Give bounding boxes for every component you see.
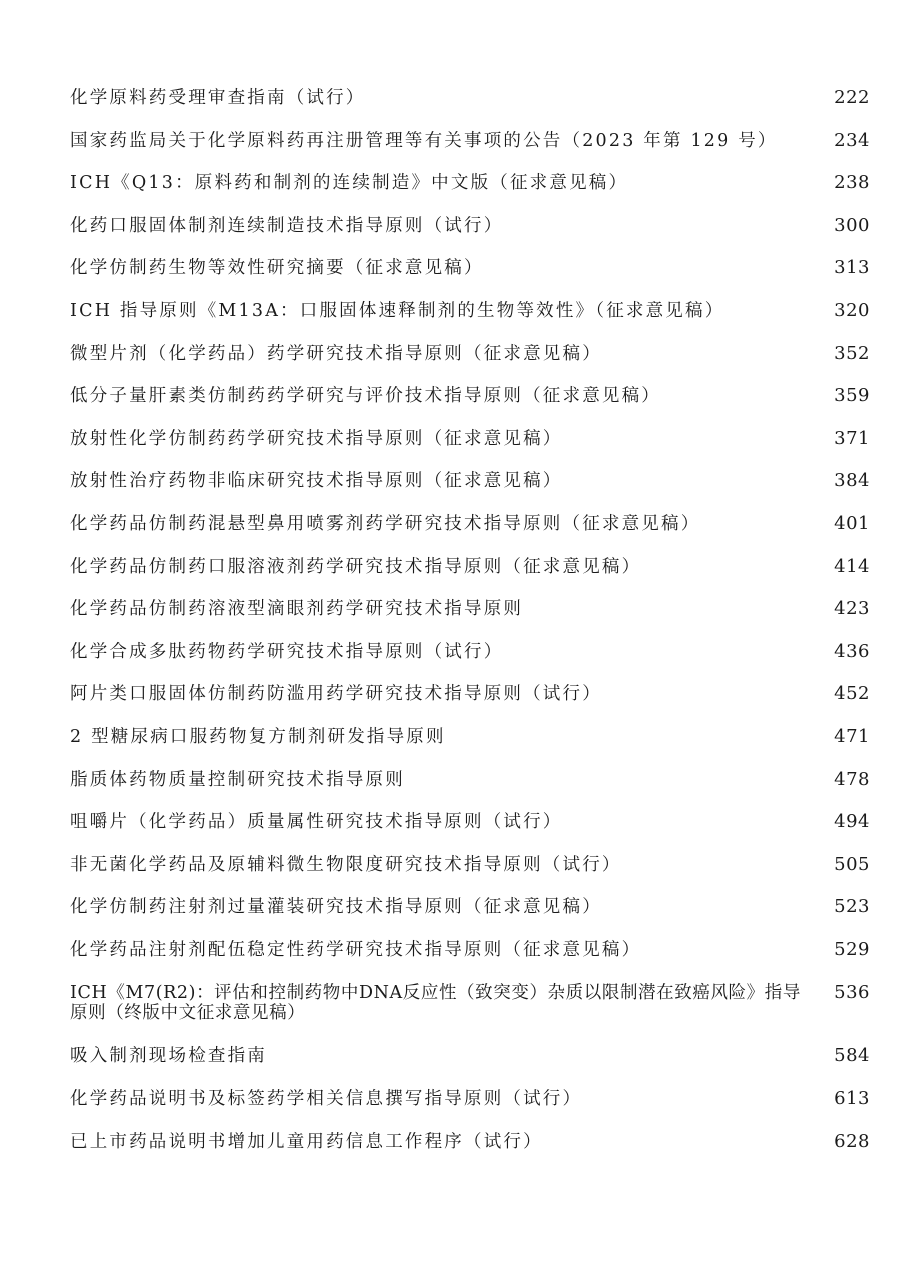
- toc-entry-page: 529: [834, 938, 870, 960]
- toc-entry-title: 非无菌化学药品及原辅料微生物限度研究技术指导原则（试行）: [70, 854, 622, 875]
- toc-entry[interactable]: [70, 1036, 870, 1079]
- toc-entry[interactable]: [70, 717, 870, 760]
- toc-entry-title: 2 型糖尿病口服药物复方制剂研发指导原则: [70, 726, 446, 747]
- toc-entry[interactable]: [70, 760, 870, 803]
- toc-entry-title: 放射性化学仿制药药学研究技术指导原则（征求意见稿）: [70, 428, 563, 449]
- toc-entry[interactable]: [70, 547, 870, 590]
- toc-entry-title: ICH《M7(R2)：评估和控制药物中DNA反应性（致突变）杂质以限制潜在致癌风险》指导原则（终版中文征求意见稿）: [70, 983, 801, 1024]
- toc-entry-title: 化学药品仿制药口服溶液剂药学研究技术指导原则（征求意见稿）: [70, 556, 642, 577]
- toc-entry[interactable]: [70, 376, 870, 419]
- toc-entry[interactable]: [70, 972, 870, 1036]
- toc-entry-page: 414: [834, 555, 870, 577]
- toc-entry[interactable]: [70, 461, 870, 504]
- toc-entry[interactable]: [70, 504, 870, 547]
- toc-entry-page: 436: [834, 640, 870, 662]
- toc-entry-title: 国家药监局关于化学原料药再注册管理等有关事项的公告（2023 年第 129 号）: [70, 130, 778, 151]
- toc-entry-title: 化学药品仿制药混悬型鼻用喷雾剂药学研究技术指导原则（征求意见稿）: [70, 513, 701, 534]
- toc-entry-page: 401: [834, 512, 870, 534]
- toc-entry-title: 化药口服固体制剂连续制造技术指导原则（试行）: [70, 215, 504, 236]
- toc-entry[interactable]: [70, 291, 870, 334]
- toc-entry-page: 384: [834, 470, 870, 492]
- toc-entry[interactable]: [70, 121, 870, 164]
- toc-entry[interactable]: [70, 887, 870, 930]
- toc-entry-page: 359: [834, 385, 870, 407]
- toc-entry[interactable]: [70, 802, 870, 845]
- toc-entry-page: 352: [834, 342, 870, 364]
- toc-entry-page: 371: [834, 427, 870, 449]
- toc-entry-page: 234: [834, 129, 870, 151]
- toc-entry-title: 化学仿制药生物等效性研究摘要（征求意见稿）: [70, 258, 484, 279]
- toc-entry[interactable]: [70, 163, 870, 206]
- toc-entry-title: 阿片类口服固体仿制药防滥用药学研究技术指导原则（试行）: [70, 684, 602, 705]
- toc-entry-page: 423: [834, 598, 870, 620]
- toc-entry-page: 300: [834, 214, 870, 236]
- toc-entry-page: 452: [834, 683, 870, 705]
- toc-entry-page: 320: [834, 299, 870, 321]
- toc-entry-page: 313: [834, 257, 870, 279]
- toc-entry-title: 化学原料药受理审查指南（试行）: [70, 88, 366, 108]
- toc-entry[interactable]: [70, 1122, 870, 1165]
- toc-entry[interactable]: [70, 334, 870, 377]
- toc-entry-title: 已上市药品说明书增加儿童用药信息工作程序（试行）: [70, 1131, 543, 1152]
- toc-entry[interactable]: [70, 248, 870, 291]
- toc-entry-page: 494: [834, 811, 870, 833]
- toc-entry-page: 628: [834, 1130, 870, 1152]
- toc-entry-title: ICH《Q13：原料药和制剂的连续制造》中文版（征求意见稿）: [70, 173, 629, 194]
- toc-entry[interactable]: [70, 845, 870, 888]
- toc-entry-title: 化学药品注射剂配伍稳定性药学研究技术指导原则（征求意见稿）: [70, 939, 642, 960]
- toc-entry-title: 脂质体药物质量控制研究技术指导原则: [70, 769, 405, 790]
- toc-entry-page: 471: [834, 725, 870, 747]
- toc-entry-page: 478: [834, 768, 870, 790]
- toc-entry-title: 咀嚼片（化学药品）质量属性研究技术指导原则（试行）: [70, 812, 563, 833]
- toc-entry[interactable]: [70, 930, 870, 973]
- toc-entry-page: 505: [834, 853, 870, 875]
- toc-entry[interactable]: [70, 78, 870, 121]
- toc-entry-page: 222: [834, 87, 870, 108]
- toc-entry-title: 化学合成多肽药物药学研究技术指导原则（试行）: [70, 641, 504, 662]
- toc-entry[interactable]: [70, 674, 870, 717]
- toc-entry-title: 放射性治疗药物非临床研究技术指导原则（征求意见稿）: [70, 471, 563, 492]
- toc-entry-title: 低分子量肝素类仿制药药学研究与评价技术指导原则（征求意见稿）: [70, 386, 661, 407]
- toc-entry-page: 523: [834, 896, 870, 918]
- toc-entry-title: 吸入制剂现场检查指南: [70, 1046, 267, 1067]
- toc-entry-title: 微型片剂（化学药品）药学研究技术指导原则（征求意见稿）: [70, 343, 602, 364]
- toc-entry-page: 238: [834, 172, 870, 194]
- toc-entry-title: 化学药品仿制药溶液型滴眼剂药学研究技术指导原则: [70, 599, 524, 620]
- toc-entry[interactable]: [70, 632, 870, 675]
- toc-entry-page: 584: [834, 1045, 870, 1067]
- toc-entry-page: 613: [834, 1088, 870, 1110]
- toc-entry[interactable]: [70, 206, 870, 249]
- toc-entry-page: 536: [834, 982, 870, 1004]
- toc-entry-title: 化学仿制药注射剂过量灌装研究技术指导原则（征求意见稿）: [70, 897, 602, 918]
- toc-entry[interactable]: [70, 419, 870, 462]
- table-of-contents: [70, 78, 870, 1164]
- toc-entry[interactable]: [70, 589, 870, 632]
- toc-entry-title: 化学药品说明书及标签药学相关信息撰写指导原则（试行）: [70, 1089, 583, 1110]
- toc-entry[interactable]: [70, 1079, 870, 1122]
- toc-entry-title: ICH 指导原则《M13A：口服固体速释制剂的生物等效性》（征求意见稿）: [70, 300, 725, 321]
